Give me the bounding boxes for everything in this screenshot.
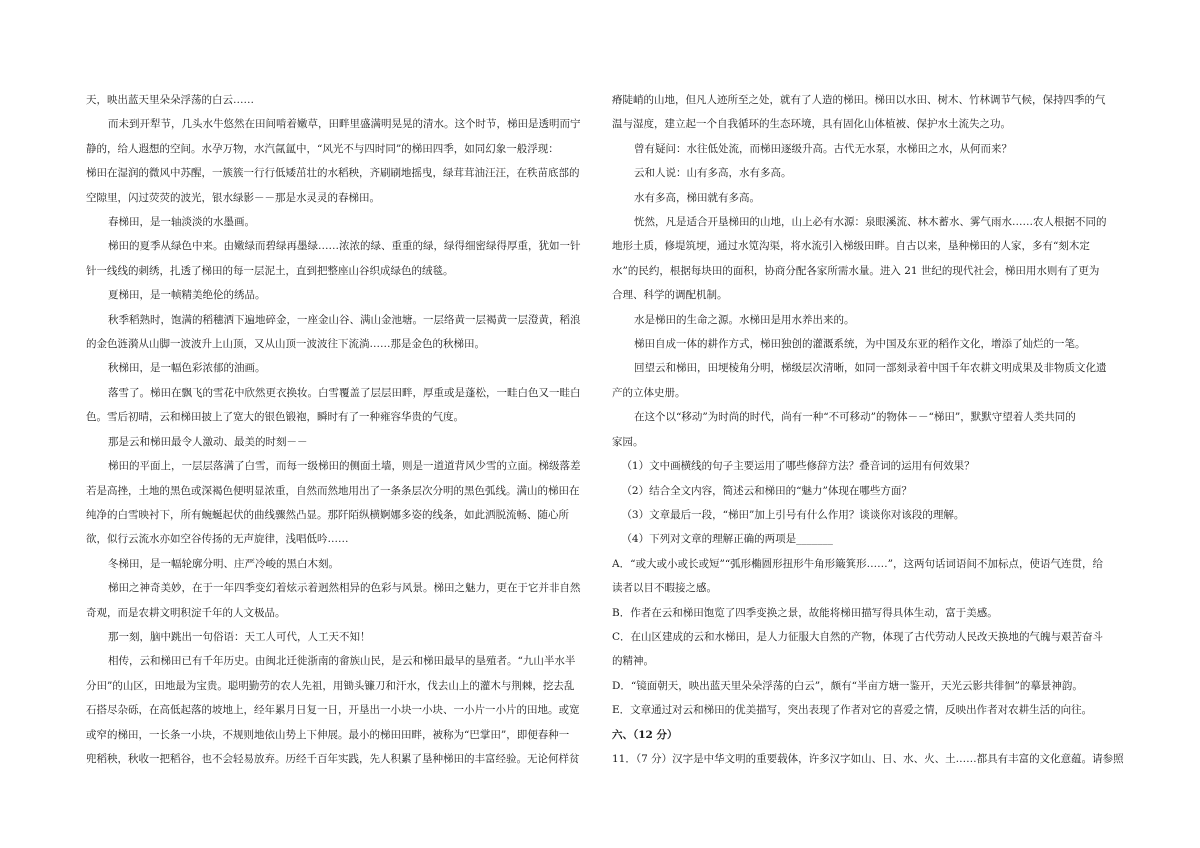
text-line: 恍然，凡是适合开垦梯田的山地，山上必有水源：泉眼溪流、林木蓄水、雾气雨水……农人根据不同的 [634,216,1107,229]
text-line: 那一刻，脑中跳出一句俗语：天工人可代，人工天不知！ [108,630,371,643]
text-line: 回望云和梯田，田埂棱角分明，梯级层次清晰，如同一部刻录着中国千年农耕文明成果及非物质文化遗 [634,362,1107,375]
text-line: （4）下列对文章的理解正确的两项是_______ [621,533,833,546]
text-line: 家园。 [612,435,644,448]
text-line: 梯田之神奇美妙，在于一年四季变幻着炫示着迥然相异的色彩与风景。梯田之魅力，更在于它并非自然 [108,582,581,595]
text-line: （2）结合全文内容，简述云和梯田的“魅力”体现在哪些方面？ [621,484,912,497]
text-line: 兜稻秧，秋收一把稻谷，也不会轻易放弃。历经千百年实践，先人积累了垦种梯田的丰富经验。无论何样贫 [86,752,580,765]
left-column [86,88,610,771]
text-line: 瘠陡峭的山地，但凡人迹所至之处，就有了人造的梯田。梯田以水田、树木、竹林调节气候，保持四季的气 [612,94,1106,106]
text-line: 水是梯田的生命之源。水梯田是用水养出来的。 [634,313,855,326]
text-line: 合理、科学的调配机制。 [612,289,728,302]
text-line: 相传，云和梯田已有千年历史。由闽北迁徙浙南的畲族山民，是云和梯田最早的垦殖者。“九山半水半 [108,655,576,668]
text-line: （3）文章最后一段，“梯田”加上引号有什么作用？谈谈你对该段的理解。 [621,508,965,521]
text-line: 夏梯田，是一帧精美绝伦的绣品。 [108,289,266,302]
text-line: B．作者在云和梯田饱览了四季变换之景，故能将梯田描写得具体生动，富于美感。 [612,606,998,619]
text-line: 温与湿度，建立起一个自我循环的生态环境，具有固化山体植被、保护水土流失之功。 [612,118,1011,131]
text-line: 冬梯田，是一幅轮廓分明、庄严冷峻的黑白木刻。 [108,557,340,570]
text-line: 静的，给人遐想的空间。水孕万物，水汽氤氲中，“风光不与四时同”的梯田四季，如同幻象一般浮现： [86,142,559,155]
text-line: 11．（7 分）汉字是中华文明的重要载体，许多汉字如山、日、水、火、土……都具有丰富的文化意蕴。请参照 [612,752,1124,765]
text-line: 若是高挫，土地的黑色或深褐色便明显浓重，自然而然地用出了一条条层次分明的黑色弧线。满山的梯田在 [86,484,580,497]
text-line: 而未到开犁节，几头水牛悠然在田间啃着嫩草，田畔里盛满明晃晃的清水。这个时节，梯田是透明而宁 [108,118,581,131]
text-line: D．“镜面朝天，映出蓝天里朵朵浮荡的白云”，颇有“半亩方塘一鉴开，天光云影共徘徊”的摹景神韵。 [612,679,1083,692]
text-line: 秋梯田，是一幅色彩浓郁的油画。 [108,362,266,375]
text-line: 石搭尽杂砾，在高低起落的坡地上，经年累月日复一日，开垦出一小块一小块、一小片一小片的田地。或宽 [86,704,580,717]
text-line: 纯净的白雪映衬下，所有蜿蜒起伏的曲线骤然凸显。那阡陌纵横婀娜多姿的线条，如此洒脱流畅、随心所 [86,508,569,521]
text-line: 梯田在湿润的微风中苏醒，一簇簇一行行低矮茁壮的水稻秧，齐刷刷地摇曳，绿茸茸油汪汪，在秩苗底部的 [86,167,580,180]
text-line: 春梯田，是一轴淡淡的水墨画。 [108,216,256,229]
text-line: 落雪了。梯田在飘飞的雪花中欣然更衣换妆。白雪覆盖了层层田畔，厚重或是蓬松，一畦白色又一畦白 [108,386,581,399]
text-line: 梯田自成一体的耕作方式，梯田独创的灌溉系统，为中国及东亚的稻作文化，增添了灿烂的一笔。 [634,338,1086,351]
text-line: 地形土质，修堤筑埂，通过水笕沟渠，将水流引入梯级田畔。自古以来，垦种梯田的人家，多有“刻木定 [612,240,1090,253]
text-line: A．“或大或小或长或短”“弧形椭圆形扭形牛角形簸箕形……”，这两句话词语间不加标点，使语气连贯，给 [612,557,1104,570]
text-line: （1）文中画横线的句子主要运用了哪些修辞方法？叠音词的运用有何效果？ [621,460,975,473]
text-line: 的金色涟漪从山脚一波波升上山顶，又从山顶一波波往下流淌……那是金色的秋梯田。 [86,338,485,351]
right-column [612,88,1136,771]
text-line: 云和人说：山有多高，水有多高。 [634,167,792,180]
text-line: 空隙里，闪过荧荧的波光，银水绿影－－那是水灵灵的春梯田。 [86,191,380,204]
text-line: 那是云和梯田最令人激动、最美的时刻－－ [108,435,308,448]
text-line: 水”的民约，根据每块田的面积，协商分配各家所需水量。进入 21 世纪的现代社会，梯田用水则有了更为 [612,264,1100,277]
text-line: 读者以目不暇接之感。 [612,582,717,595]
text-line: 欲，似行云流水亦如空谷传扬的无声旋律，浅唱低吟…… [86,533,349,546]
text-line: 天，映出蓝天里朵朵浮荡的白云…… [86,94,254,106]
text-line: 梯田的夏季从绿色中来。由嫩绿而碧绿再墨绿……浓浓的绿、重重的绿，绿得细密绿得厚重，犹如一针 [108,240,581,253]
text-line: 色。雪后初晴，云和梯田披上了宽大的银色锻袍，瞬时有了一种雍容华贵的气度。 [86,411,464,424]
text-line: 或窄的梯田，一长条一小块，不规则地依山势上下伸展。最小的梯田田畔，被称为“巴掌田”，即便春种一 [86,728,570,741]
text-line: 产的立体史册。 [612,386,686,399]
text-line: 的精神。 [612,655,654,668]
text-line: 奇观，而是农耕文明积淀千年的人文极品。 [86,606,286,619]
text-line: 曾有疑问：水往低处流，而梯田逐级升高。古代无水泵，水梯田之水，从何而来？ [634,142,1013,155]
text-line: E．文章通过对云和梯田的优美描写，突出表现了作者对它的喜爱之情，反映出作者对农耕生活的向往。 [612,704,1093,717]
text-line: 针一线线的刺绣，扎透了梯田的每一层泥土，直到把整座山谷织成绿色的绒毯。 [86,264,454,277]
text-line: 水有多高，梯田就有多高。 [634,191,761,204]
text-line: 梯田的平面上，一层层落满了白雪，而每一级梯田的侧面土墙，则是一道道背风少雪的立面。梯级落差 [108,460,581,473]
text-line: C．在山区建成的云和水梯田，是人力征服大自然的产物，体现了古代劳动人民改天换地的气魄与艰苦奋斗 [612,630,1104,643]
text-line: 六、（12 分） [612,728,678,741]
text-line: 分田”的山区，田地最为宝贵。聪明勤劳的农人先祖，用锄头镰刀和汗水，伐去山上的灌木与荆棘，挖去乱 [86,679,575,692]
text-line: 在这个以“移动”为时尚的时代，尚有一种“不可移动”的物体－－“梯田”，默默守望着人类共同的 [634,411,1076,424]
text-line: 秋季稻熟时，饱满的稻穗洒下遍地碎金，一座金山谷、满山金池塘。一层络黄一层褐黄一层澄黄，稻浪 [108,313,581,326]
